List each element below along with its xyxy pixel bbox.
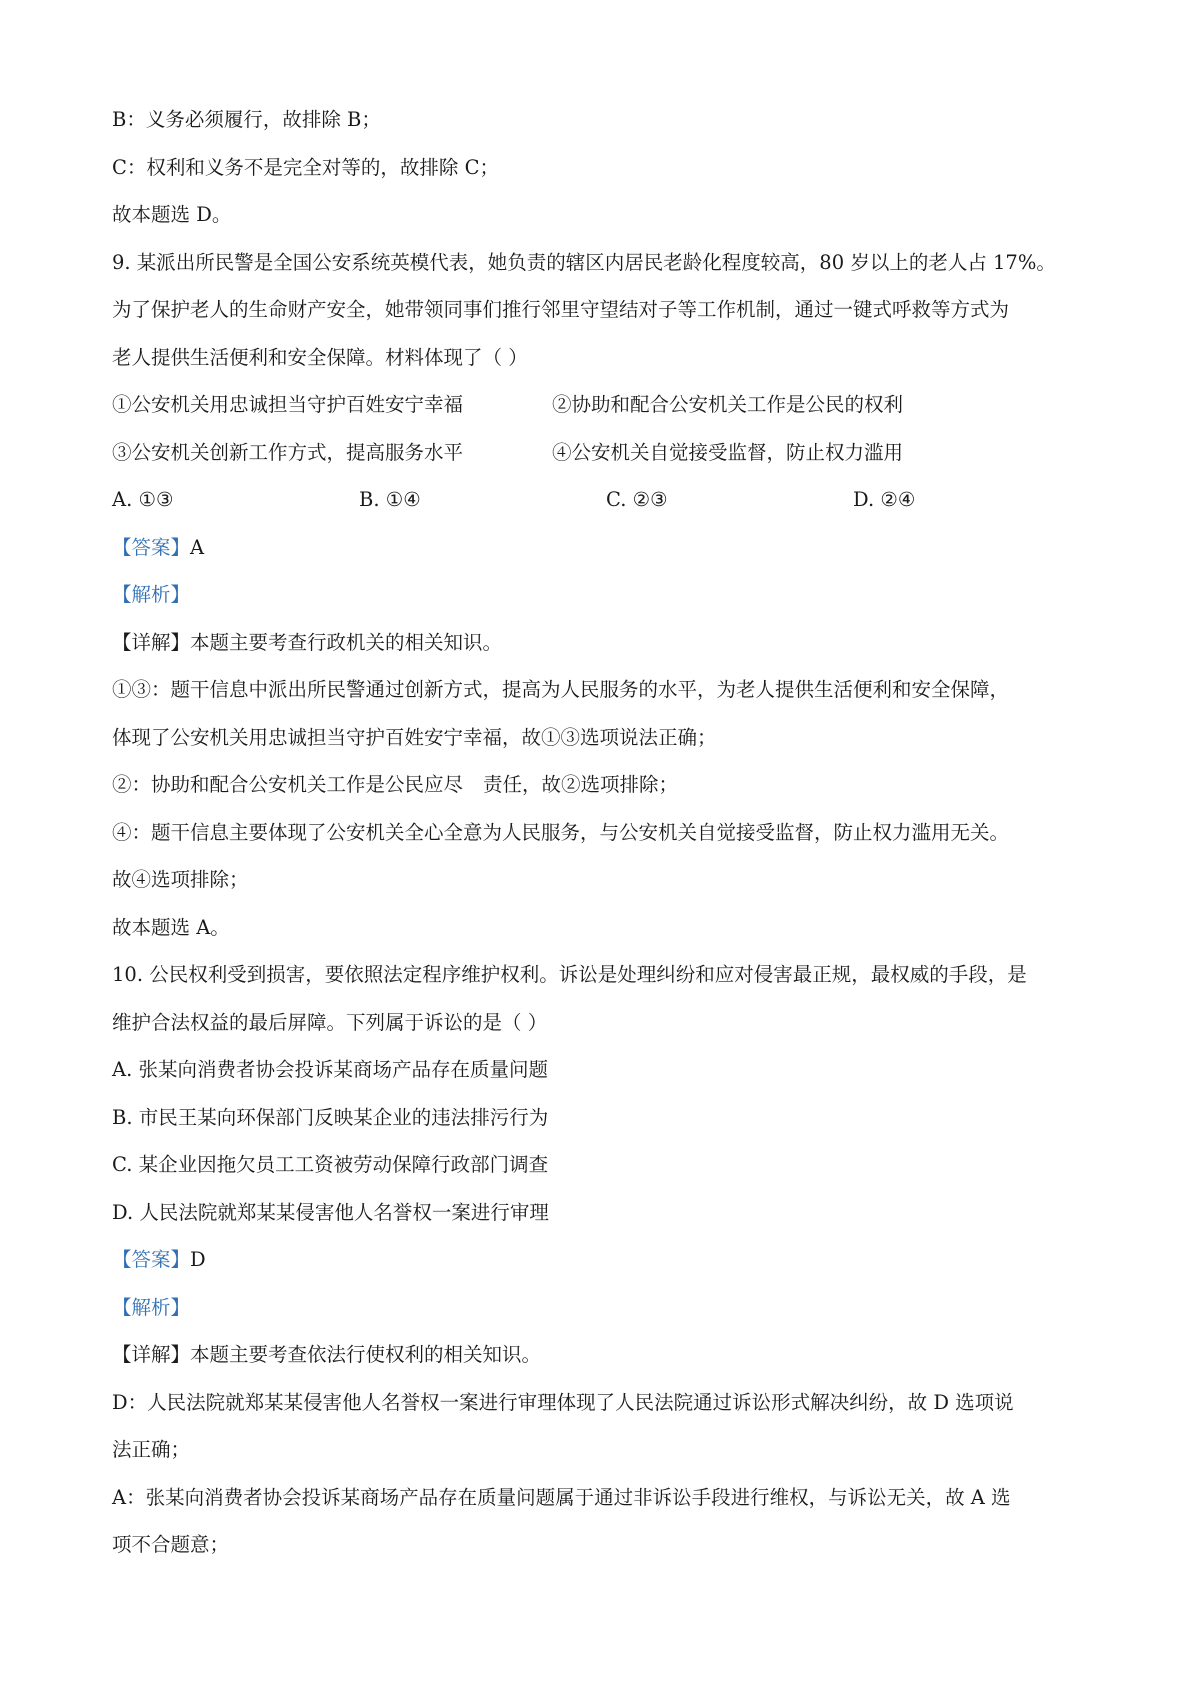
q10-analysis-heading xyxy=(112,1284,1102,1332)
q9-detail: 【详解】本题主要考查行政机关的相关知识。 xyxy=(112,630,503,654)
q9-stem-line-2: 为了保护老人的生命财产安全，她带领同事们推行邻里守望结对子等工作机制，通过一键式呼救等方式为 xyxy=(112,298,1010,321)
q9-item-3: ③公安机关创新工作方式，提高服务水平 xyxy=(112,440,464,464)
q10-explanation-4: 项不合题意； xyxy=(112,1533,230,1556)
q10-explanation-3: A：张某向消费者协会投诉某商场产品存在质量问题属于通过非诉讼手段进行维权，与诉讼无关，故 A 选 xyxy=(112,1485,1011,1509)
analysis-tag: 【解析】 xyxy=(112,583,191,606)
q9-item-2: ②协助和配合公安机关工作是公民的权利 xyxy=(552,393,904,416)
q9-stem-line-1: 9. 某派出所民警是全国公安系统英模代表，她负责的辖区内居民老龄化程度较高，80 岁以上的老人占 17%。 xyxy=(112,250,1056,274)
q9-stem-line-3: 老人提供生活便利和安全保障。材料体现了（ ） xyxy=(112,345,528,369)
q9-item-4: ④公安机关自觉接受监督，防止权力滥用 xyxy=(552,440,904,464)
option-c-note: C：权利和义务不是完全对等的，故排除 C； xyxy=(112,155,500,179)
q10-option-c: C. 某企业因拖欠员工工资被劳动保障行政部门调查 xyxy=(112,1153,549,1176)
q9-items-row-1 xyxy=(112,381,1102,429)
q9-explanation-5: 故④选项排除； xyxy=(112,868,249,891)
q9-conclusion: 故本题选 A。 xyxy=(112,915,230,939)
q9-items-row-2 xyxy=(112,429,1102,477)
q9-answer xyxy=(112,524,1102,572)
q9-item-1: ①公安机关用忠诚担当守护百姓安宁幸福 xyxy=(112,393,464,416)
q9-analysis-heading xyxy=(112,571,1102,619)
q10-option-b: B. 市民王某向环保部门反映某企业的违法排污行为 xyxy=(112,1105,549,1129)
answer-value: D xyxy=(190,1248,206,1271)
document-page xyxy=(112,96,1102,1569)
q9-options xyxy=(112,476,1102,524)
option-b-note: B：义务必须履行，故排除 B； xyxy=(112,108,381,131)
q9-option-c: C. ②③ xyxy=(606,488,668,511)
q8-conclusion: 故本题选 D。 xyxy=(112,203,232,226)
q10-option-a: A. 张某向消费者协会投诉某商场产品存在质量问题 xyxy=(112,1058,548,1081)
q9-explanation-3 xyxy=(112,761,1102,809)
analysis-tag: 【解析】 xyxy=(112,1295,191,1319)
q9-explanation-1: ①③：题干信息中派出所民警通过创新方式，提高为人民服务的水平，为老人提供生活便利和安全保障， xyxy=(112,678,1010,701)
q10-detail: 【详解】本题主要考查依法行使权利的相关知识。 xyxy=(112,1343,542,1366)
q9-explanation-2: 体现了公安机关用忠诚担当守护百姓安宁幸福，故①③选项说法正确； xyxy=(112,725,717,749)
q9-option-d: D. ②④ xyxy=(853,488,916,511)
answer-tag: 【答案】 xyxy=(112,535,191,559)
q10-option-d: D. 人民法院就郑某某侵害他人名誉权一案进行审理 xyxy=(112,1200,549,1224)
q9-explanation-4: ④：题干信息主要体现了公安机关全心全意为人民服务，与公安机关自觉接受监督，防止权力滥用无关。 xyxy=(112,820,1010,844)
q10-explanation-1: D：人民法院就郑某某侵害他人名誉权一案进行审理体现了人民法院通过诉讼形式解决纠纷，故 D 选项说 xyxy=(112,1390,1014,1414)
q9-explanation-3a: ②：协助和配合公安机关工作是公民应尽 xyxy=(112,773,464,796)
q10-stem-line-2: 维护合法权益的最后屏障。下列属于诉讼的是（ ） xyxy=(112,1010,548,1034)
q9-option-b: B. ①④ xyxy=(359,488,421,511)
answer-value: A xyxy=(190,535,205,559)
q10-explanation-2: 法正确； xyxy=(112,1438,191,1461)
q9-explanation-3b: 责任，故②选项排除； xyxy=(483,773,679,796)
q10-answer xyxy=(112,1236,1102,1284)
q9-option-a: A. ①③ xyxy=(112,488,174,511)
answer-tag: 【答案】 xyxy=(112,1248,191,1271)
q10-stem-line-1: 10. 公民权利受到损害，要依照法定程序维护权利。诉讼是处理纠纷和应对侵害最正规，最权威的手段，是 xyxy=(112,963,1027,986)
